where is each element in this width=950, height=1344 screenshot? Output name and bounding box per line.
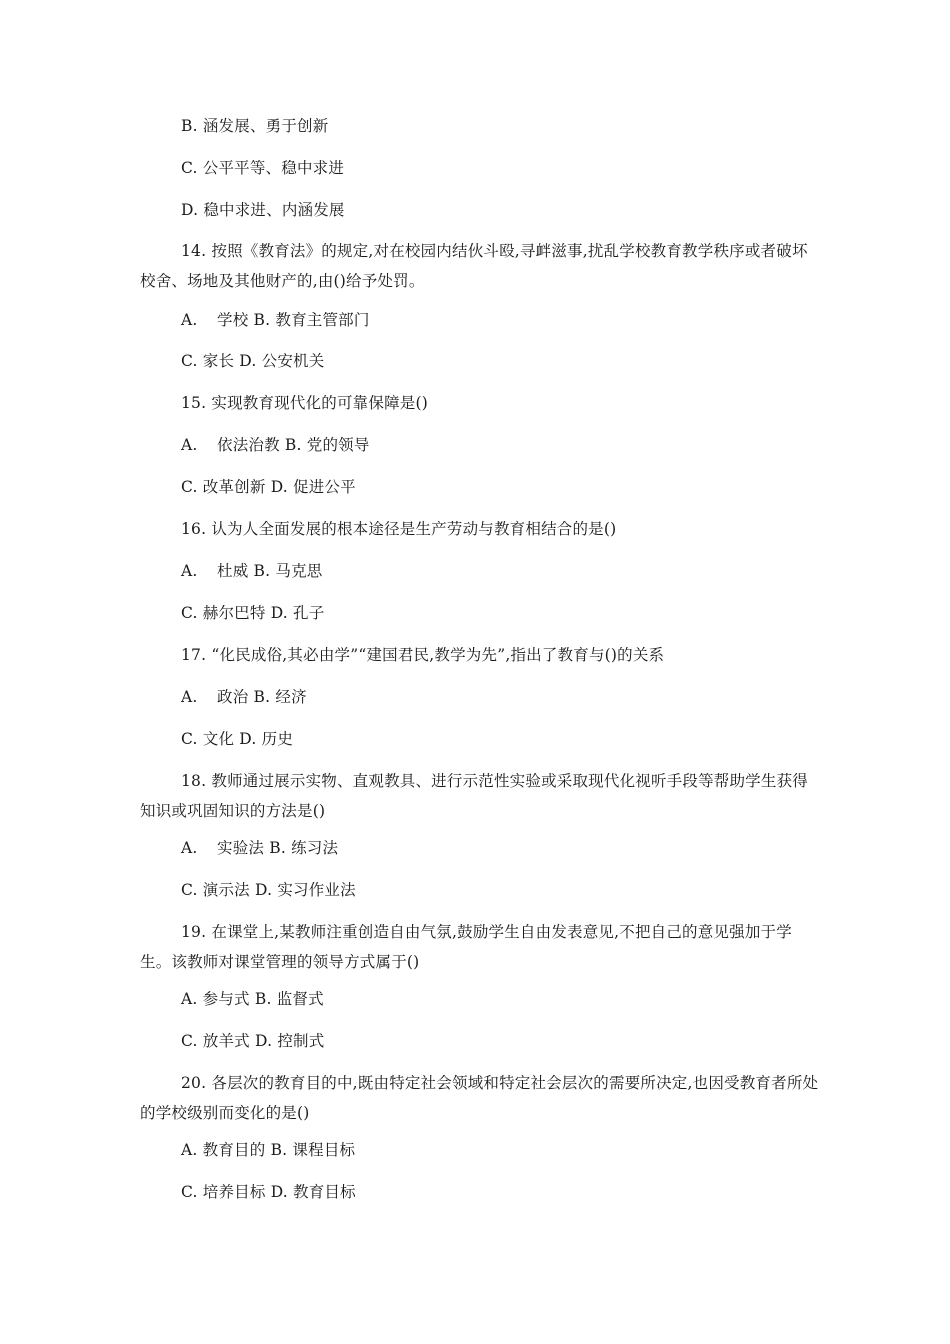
question-20: 20. 各层次的教育目的中,既由特定社会领域和特定社会层次的需要所决定,也因受教育者所处的学校级别而变化的是() <box>140 1074 819 1122</box>
option-line: C. 放羊式 D. 控制式 <box>181 1032 325 1050</box>
option-line: D. 稳中求进、内涵发展 <box>181 201 345 219</box>
option-line: A. 教育目的 B. 课程目标 <box>181 1141 356 1159</box>
option-line: B. 涵发展、勇于创新 <box>181 117 329 135</box>
option-line: C. 改革创新 D. 促进公平 <box>181 478 356 496</box>
option-line: A. 学校 B. 教育主管部门 <box>181 311 370 329</box>
option-line: A. 政治 B. 经济 <box>181 688 307 706</box>
question-17: 17. “化民成俗,其必由学”“建国君民,教学为先”,指出了教育与()的关系 <box>181 646 665 664</box>
option-line: A. 依法治教 B. 党的领导 <box>181 436 370 454</box>
option-line: A. 实验法 B. 练习法 <box>181 839 339 857</box>
question-19: 19. 在课堂上,某教师注重创造自由气氛,鼓励学生自由发表意见,不把自己的意见强加于学生。该教师对课堂管理的领导方式属于() <box>140 923 792 971</box>
question-18: 18. 教师通过展示实物、直观教具、进行示范性实验或采取现代化视听手段等帮助学生获得知识或巩固知识的方法是() <box>140 772 808 820</box>
option-line: A. 参与式 B. 监督式 <box>181 990 324 1008</box>
question-14: 14. 按照《教育法》的规定,对在校园内结伙斗殴,寻衅滋事,扰乱学校教育教学秩序或者破坏校舍、场地及其他财产的,由()给予处罚。 <box>140 242 808 290</box>
option-line: C. 演示法 D. 实习作业法 <box>181 881 356 899</box>
option-line: C. 家长 D. 公安机关 <box>181 352 325 370</box>
option-line: C. 文化 D. 历史 <box>181 730 294 748</box>
option-line: A. 杜威 B. 马克思 <box>181 562 323 580</box>
option-line: C. 公平平等、稳中求进 <box>181 159 345 177</box>
question-15: 15. 实现教育现代化的可靠保障是() <box>181 394 428 412</box>
option-line: C. 赫尔巴特 D. 孔子 <box>181 604 325 622</box>
question-16: 16. 认为人全面发展的根本途径是生产劳动与教育相结合的是() <box>181 520 617 538</box>
option-line: C. 培养目标 D. 教育目标 <box>181 1183 356 1201</box>
